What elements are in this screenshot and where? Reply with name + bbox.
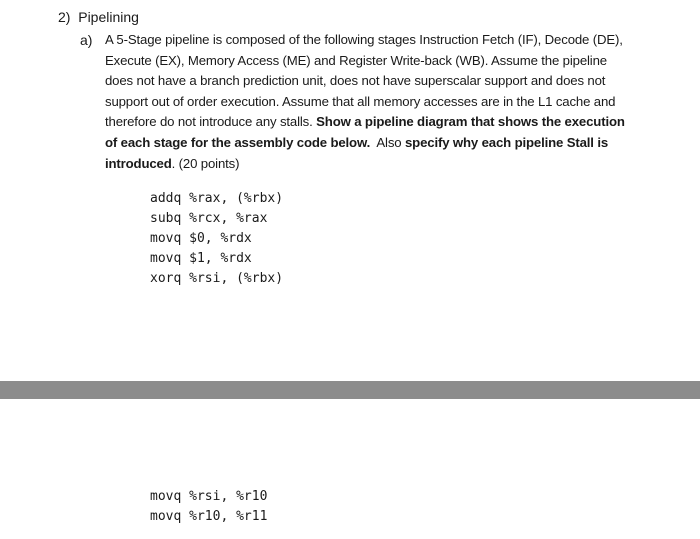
bold-instruction: introduced	[105, 155, 172, 171]
code-line: movq %r10, %r11	[150, 509, 268, 524]
code-line: movq $0, %rdx	[150, 231, 252, 246]
question-title: Pipelining	[78, 9, 139, 25]
paragraph-line: therefore do not introduce any stalls. Show a pipeline diagram that shows the execution	[105, 114, 625, 130]
bold-instruction: specify why each pipeline Stall is	[404, 134, 609, 150]
assembly-code-block-continued	[150, 487, 267, 527]
assembly-code-block	[150, 189, 283, 289]
part-a-description	[105, 30, 665, 174]
code-line: subq %rcx, %rax	[150, 211, 268, 226]
code-line: xorq %rsi, (%rbx)	[150, 271, 284, 286]
bold-instruction: of each stage for the assembly code below.	[105, 134, 371, 150]
question-number: 2)	[58, 9, 71, 25]
part-a-label: a)	[80, 32, 93, 48]
section-divider	[0, 381, 700, 399]
bold-instruction: Show a pipeline diagram that shows the execution	[316, 114, 625, 130]
question-heading	[58, 8, 139, 26]
code-line: addq %rax, (%rbx)	[150, 191, 284, 206]
paragraph-line: support out of order execution. Assume that all memory accesses are in the L1 cache and	[105, 93, 616, 109]
paragraph-line: Execute (EX), Memory Access (ME) and Register Write-back (WB). Assume the pipeline	[105, 52, 607, 68]
paragraph-line: A 5-Stage pipeline is composed of the following stages Instruction Fetch (IF), Decode (DE),	[105, 32, 623, 47]
code-line: movq $1, %rdx	[150, 251, 252, 266]
paragraph-line: introduced. (20 points)	[105, 155, 240, 171]
code-line: movq %rsi, %r10	[150, 489, 268, 504]
paragraph-line: of each stage for the assembly code below. Also specify why each pipeline Stall is	[105, 134, 609, 150]
paragraph-line: does not have a branch prediction unit, does not have superscalar support and does not	[105, 73, 606, 89]
